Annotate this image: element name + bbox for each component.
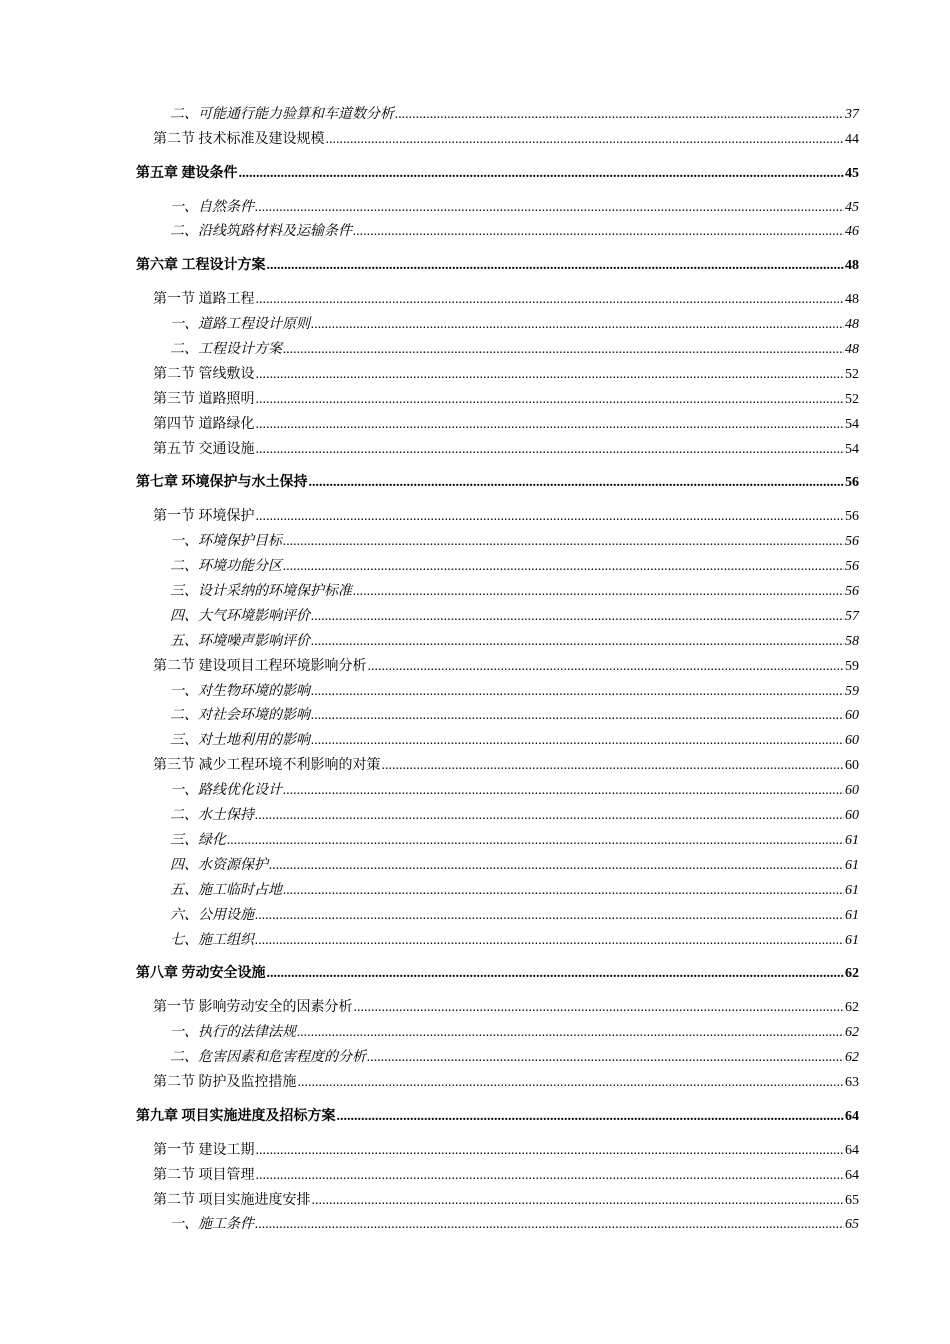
toc-dot-leader [311, 634, 844, 650]
toc-subsection-entry[interactable] [136, 216, 859, 241]
toc-subsection-entry[interactable] [136, 600, 859, 625]
toc-page-number: 64 [845, 1167, 859, 1183]
toc-page-number: 64 [845, 1142, 859, 1158]
toc-page-number: 48 [845, 258, 859, 274]
toc-dot-leader [298, 1075, 845, 1091]
toc-dot-leader [283, 559, 844, 575]
toc-entry-title: 四、水资源保护 [170, 857, 268, 873]
toc-dot-leader [353, 224, 844, 240]
toc-subsection-entry[interactable] [136, 1016, 859, 1041]
toc-page-number: 37 [845, 106, 859, 122]
toc-page-number: 61 [845, 832, 859, 848]
toc-dot-leader [269, 858, 844, 874]
toc-page-number: 61 [845, 907, 859, 923]
toc-page-number: 62 [845, 1050, 859, 1066]
toc-page-number: 46 [845, 224, 859, 240]
toc-page-number: 48 [845, 292, 859, 308]
toc-entry-title: 二、对社会环境的影响 [170, 708, 310, 724]
toc-entry-title: 一、环境保护目标 [170, 534, 282, 550]
toc-entry-title: 三、绿化 [170, 832, 226, 848]
toc-section-entry[interactable] [136, 1184, 859, 1209]
toc-entry-title: 第二节 防护及监控措施 [153, 1074, 297, 1090]
toc-section-entry[interactable] [136, 991, 859, 1016]
toc-dot-leader [239, 166, 845, 182]
toc-entry-title: 五、施工临时占地 [170, 882, 282, 898]
toc-entry-title: 第七章 环境保护与水土保持 [136, 475, 308, 491]
toc-page-number: 45 [845, 165, 859, 181]
toc-dot-leader [256, 442, 845, 458]
toc-entry-title: 第一节 影响劳动安全的因素分析 [153, 1000, 353, 1016]
toc-page-number: 56 [845, 534, 859, 550]
toc-entry-title: 第八章 劳动安全设施 [136, 966, 266, 982]
toc-dot-leader [256, 417, 845, 433]
toc-entry-title: 一、执行的法律法规 [170, 1025, 296, 1041]
toc-page-number: 60 [845, 783, 859, 799]
table-of-contents [136, 98, 859, 1233]
toc-dot-leader [283, 883, 844, 899]
toc-page-number: 65 [845, 1192, 859, 1208]
toc-dot-leader [368, 659, 845, 675]
toc-subsection-entry[interactable] [136, 849, 859, 874]
toc-page-number: 54 [845, 441, 859, 457]
toc-dot-leader [283, 342, 844, 358]
toc-chapter-entry[interactable] [136, 1100, 859, 1125]
toc-page-number: 61 [845, 857, 859, 873]
toc-dot-leader [354, 1000, 845, 1016]
toc-subsection-entry[interactable] [136, 333, 859, 358]
toc-entry-title: 第九章 项目实施进度及招标方案 [136, 1108, 336, 1124]
toc-page-number: 48 [845, 317, 859, 333]
toc-subsection-entry[interactable] [136, 625, 859, 650]
toc-dot-leader [256, 367, 845, 383]
toc-section-entry[interactable] [136, 1159, 859, 1184]
toc-subsection-entry[interactable] [136, 1041, 859, 1066]
toc-section-entry[interactable] [136, 749, 859, 774]
toc-entry-title: 第二节 建设项目工程环境影响分析 [153, 658, 367, 674]
toc-chapter-entry[interactable] [136, 157, 859, 182]
toc-section-entry[interactable] [136, 383, 859, 408]
toc-dot-leader [255, 908, 844, 924]
toc-page-number: 56 [845, 559, 859, 575]
toc-dot-leader [337, 1109, 845, 1125]
toc-page-number: 44 [845, 131, 859, 147]
toc-subsection-entry[interactable] [136, 550, 859, 575]
toc-page-number: 52 [845, 366, 859, 382]
toc-subsection-entry[interactable] [136, 774, 859, 799]
toc-page-number: 62 [845, 1000, 859, 1016]
toc-subsection-entry[interactable] [136, 724, 859, 749]
toc-subsection-entry[interactable] [136, 675, 859, 700]
toc-dot-leader [395, 107, 844, 123]
toc-dot-leader [256, 509, 845, 525]
toc-entry-title: 一、自然条件 [170, 199, 254, 215]
toc-entry-title: 一、道路工程设计原则 [170, 317, 310, 333]
toc-subsection-entry[interactable] [136, 575, 859, 600]
toc-subsection-entry[interactable] [136, 824, 859, 849]
toc-page-number: 45 [845, 199, 859, 215]
toc-dot-leader [283, 783, 844, 799]
toc-dot-leader [255, 933, 844, 949]
toc-page-number: 48 [845, 342, 859, 358]
toc-dot-leader [227, 833, 844, 849]
toc-page-number: 60 [845, 808, 859, 824]
toc-dot-leader [311, 684, 844, 700]
toc-page-number: 65 [845, 1217, 859, 1233]
toc-dot-leader [256, 1168, 845, 1184]
toc-chapter-entry[interactable] [136, 958, 859, 983]
toc-section-entry[interactable] [136, 358, 859, 383]
toc-entry-title: 第一节 建设工期 [153, 1142, 255, 1158]
toc-chapter-entry[interactable] [136, 249, 859, 274]
toc-entry-title: 第三节 道路照明 [153, 391, 255, 407]
toc-dot-leader [297, 1025, 844, 1041]
toc-subsection-entry[interactable] [136, 874, 859, 899]
toc-entry-title: 第五章 建设条件 [136, 165, 238, 181]
toc-page-number: 56 [845, 509, 859, 525]
toc-dot-leader [255, 1217, 844, 1233]
toc-section-entry[interactable] [136, 123, 859, 148]
toc-entry-title: 二、环境功能分区 [170, 559, 282, 575]
toc-entry-title: 第一节 道路工程 [153, 292, 255, 308]
toc-section-entry[interactable] [136, 408, 859, 433]
toc-subsection-entry[interactable] [136, 308, 859, 333]
toc-dot-leader [309, 475, 845, 491]
toc-dot-leader [382, 758, 845, 774]
toc-dot-leader [255, 808, 844, 824]
toc-subsection-entry[interactable] [136, 525, 859, 550]
toc-entry-title: 第一节 环境保护 [153, 509, 255, 525]
toc-entry-title: 二、可能通行能力验算和车道数分析 [170, 106, 394, 122]
toc-subsection-entry[interactable] [136, 1209, 859, 1234]
toc-page-number: 61 [845, 932, 859, 948]
toc-entry-title: 一、施工条件 [170, 1217, 254, 1233]
toc-entry-title: 一、路线优化设计 [170, 783, 282, 799]
toc-entry-title: 第二节 管线敷设 [153, 366, 255, 382]
toc-page-number: 64 [845, 1108, 859, 1124]
toc-dot-leader [311, 708, 844, 724]
toc-section-entry[interactable] [136, 433, 859, 458]
toc-entry-title: 三、设计采纳的环境保护标准 [170, 584, 352, 600]
toc-dot-leader [312, 1193, 845, 1209]
toc-page-number: 60 [845, 758, 859, 774]
toc-dot-leader [256, 392, 845, 408]
toc-page-number: 63 [845, 1074, 859, 1090]
toc-page-number: 56 [845, 475, 859, 491]
toc-section-entry[interactable] [136, 1066, 859, 1091]
toc-dot-leader [311, 733, 844, 749]
toc-entry-title: 二、沿线筑路材料及运输条件 [170, 224, 352, 240]
toc-page-number: 60 [845, 733, 859, 749]
toc-section-entry[interactable] [136, 1134, 859, 1159]
toc-section-entry[interactable] [136, 283, 859, 308]
toc-page-number: 59 [845, 658, 859, 674]
toc-entry-title: 一、对生物环境的影响 [170, 683, 310, 699]
toc-page-number: 62 [845, 1025, 859, 1041]
toc-section-entry[interactable] [136, 650, 859, 675]
toc-entry-title: 二、工程设计方案 [170, 342, 282, 358]
toc-subsection-entry[interactable] [136, 899, 859, 924]
toc-dot-leader [256, 1143, 845, 1159]
toc-entry-title: 第二节 项目实施进度安排 [153, 1192, 311, 1208]
toc-page-number: 57 [845, 608, 859, 624]
toc-section-entry[interactable] [136, 500, 859, 525]
toc-dot-leader [267, 966, 845, 982]
toc-entry-title: 二、水土保持 [170, 808, 254, 824]
toc-entry-title: 第二节 技术标准及建设规模 [153, 131, 325, 147]
toc-dot-leader [255, 200, 844, 216]
toc-entry-title: 三、对土地利用的影响 [170, 733, 310, 749]
toc-entry-title: 七、施工组织 [170, 932, 254, 948]
toc-dot-leader [256, 292, 845, 308]
toc-entry-title: 六、公用设施 [170, 907, 254, 923]
toc-entry-title: 五、环境噪声影响评价 [170, 633, 310, 649]
toc-dot-leader [267, 258, 845, 274]
toc-subsection-entry[interactable] [136, 924, 859, 949]
toc-page-number: 60 [845, 708, 859, 724]
toc-dot-leader [326, 132, 845, 148]
toc-page-number: 61 [845, 882, 859, 898]
toc-page-number: 56 [845, 584, 859, 600]
toc-entry-title: 第四节 道路绿化 [153, 416, 255, 432]
toc-dot-leader [311, 609, 844, 625]
toc-page-number: 62 [845, 966, 859, 982]
toc-page-number: 59 [845, 683, 859, 699]
toc-entry-title: 第二节 项目管理 [153, 1167, 255, 1183]
toc-subsection-entry[interactable] [136, 191, 859, 216]
toc-entry-title: 四、大气环境影响评价 [170, 608, 310, 624]
toc-subsection-entry[interactable] [136, 799, 859, 824]
toc-chapter-entry[interactable] [136, 467, 859, 492]
toc-page-number: 58 [845, 633, 859, 649]
toc-page-number: 54 [845, 416, 859, 432]
toc-dot-leader [353, 584, 844, 600]
toc-entry-title: 第五节 交通设施 [153, 441, 255, 457]
toc-dot-leader [367, 1050, 844, 1066]
toc-entry-title: 二、危害因素和危害程度的分析 [170, 1050, 366, 1066]
toc-subsection-entry[interactable] [136, 700, 859, 725]
toc-entry-title: 第三节 减少工程环境不利影响的对策 [153, 758, 381, 774]
toc-dot-leader [311, 317, 844, 333]
toc-entry-title: 第六章 工程设计方案 [136, 258, 266, 274]
toc-page-number: 52 [845, 391, 859, 407]
toc-dot-leader [283, 534, 844, 550]
toc-subsection-entry[interactable] [136, 98, 859, 123]
